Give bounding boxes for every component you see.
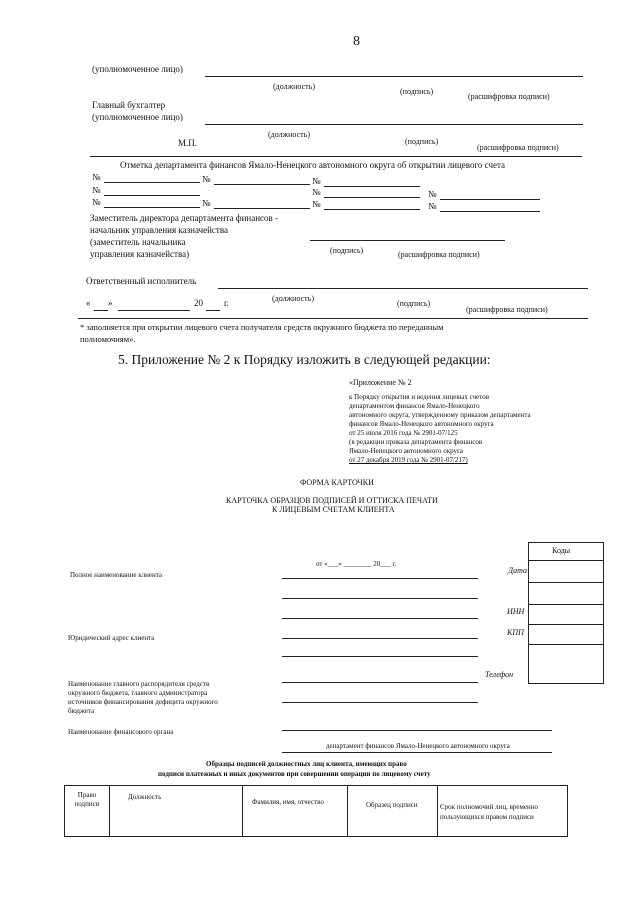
appendix-line-5: финансов Ямало-Ненецкого автономного округа [349, 420, 494, 428]
signature-line [218, 288, 588, 289]
number-sign: № [202, 174, 211, 184]
col-right-label: Право подписи [74, 791, 100, 808]
codes-row-line [528, 582, 603, 583]
client-name-label: Полное наименование клиента [70, 571, 162, 579]
number-line [324, 186, 420, 187]
department-mark-title: Отметка департамента финансов Ямало-Ненецкого автономного округа об открытии лицевого счета [120, 160, 506, 170]
number-line [104, 195, 200, 196]
number-sign: № [92, 197, 101, 207]
deputy-line-4: управления казначейства) [90, 249, 190, 259]
year-suffix: г. [224, 298, 229, 308]
number-sign: № [312, 187, 321, 197]
number-sign: № [202, 198, 211, 208]
appendix-line-6: от 25 июля 2016 года № 2901-07/125 [349, 429, 458, 437]
manager-line-1: Наименование главного распорядителя средств [68, 680, 210, 688]
col-position: Должность [128, 793, 162, 801]
separator-line [90, 156, 582, 157]
deputy-line-2: начальник управления казначейства [90, 225, 228, 235]
number-sign: № [428, 201, 437, 211]
number-line [440, 199, 540, 200]
deputy-line-3: (заместитель начальника [90, 237, 186, 247]
manager-line-2: окружного бюджета, главного администратора [68, 689, 208, 697]
samples-title-2: подписи платежных и иных документов при совершении операции по лицевому счету [158, 770, 431, 778]
year-prefix: 20 [194, 298, 203, 308]
form-label: ФОРМА КАРТОЧКИ [300, 478, 374, 487]
signature-caption: (подпись) [405, 137, 439, 146]
table-divider [109, 786, 110, 836]
kpp-label: КПП [507, 628, 524, 637]
decryption-caption: (расшифровка подписи) [477, 143, 559, 152]
number-sign: № [92, 172, 101, 182]
col-term: Срок полномочий лиц, временно пользующихся правом подписи [440, 803, 539, 821]
number-line [104, 207, 200, 208]
codes-row-line [528, 560, 603, 561]
date-open-quote: « [86, 298, 91, 308]
appendix-line-3: департаментом финансов Ямало-Ненецкого [349, 402, 480, 410]
executor-label: Ответственный исполнитель [86, 276, 197, 286]
manager-line-4: бюджета [68, 707, 95, 715]
appendix-line-1: «Приложение № 2 [349, 378, 412, 387]
date-line: от «___» ________ 20___ г. [316, 560, 397, 568]
position-caption: (должность) [273, 82, 315, 91]
form-title-2: К ЛИЦЕВЫМ СЧЕТАМ КЛИЕНТА [272, 505, 395, 514]
separator-line [78, 318, 588, 319]
samples-title-1: Образцы подписей должностных лиц клиента, имеющих право [206, 760, 407, 768]
decryption-caption: (расшифровка подписи) [468, 92, 550, 101]
decryption-caption: (расшифровка подписи) [398, 250, 480, 259]
number-line [440, 211, 540, 212]
appendix-line-9: от 27 декабря 2019 года № 2901-07/217) [349, 456, 468, 464]
codes-box [528, 542, 604, 684]
date-year-line [206, 310, 220, 311]
decryption-caption: (расшифровка подписи) [466, 305, 548, 314]
chief-accountant-label: Главный бухгалтер [92, 100, 166, 110]
codes-row-line [528, 604, 603, 605]
number-sign: № [312, 176, 321, 186]
date-close-quote: » [108, 298, 113, 308]
signature-line [310, 240, 505, 241]
finance-body-line [282, 730, 552, 731]
legal-address-line [282, 656, 478, 657]
stamp-mark: М.П. [178, 138, 198, 148]
appendix-line-8: Ямало-Ненецкого автономного округа [349, 447, 464, 455]
legal-address-line [282, 638, 478, 639]
date-label: Дата [508, 566, 527, 575]
authorized-person-label-2: (уполномоченное лицо) [92, 112, 183, 122]
position-caption: (должность) [272, 294, 314, 303]
codes-row-line [528, 644, 603, 645]
number-line [104, 182, 200, 183]
manager-line [282, 682, 478, 683]
table-divider [242, 786, 243, 836]
appendix-line-2: к Порядку открытия и ведения лицевых счетов [349, 393, 490, 401]
appendix-line-4: автономного округа, утвержденному приказом департамента [349, 411, 531, 419]
codes-row-line [528, 624, 603, 625]
signature-line [205, 124, 583, 125]
position-caption: (должность) [268, 130, 310, 139]
page-number: 8 [353, 34, 360, 49]
client-name-line [282, 598, 478, 599]
col-signature: Образец подписи [366, 801, 418, 809]
table-divider [347, 786, 348, 836]
table-divider [437, 786, 438, 836]
date-month-line [118, 310, 190, 311]
finance-body-value: департамент финансов Ямало-Ненецкого автономного округа [326, 742, 510, 750]
client-name-line [282, 618, 478, 619]
date-day-line [94, 310, 108, 311]
signature-line [205, 76, 583, 77]
finance-body-label: Наименование финансового органа [68, 728, 174, 736]
number-sign: № [312, 199, 321, 209]
manager-line [282, 702, 478, 703]
appendix-line-7: (в редакции приказа департамента финансов [349, 438, 483, 446]
legal-address-label: Юридический адрес клиента [68, 634, 155, 642]
codes-label: Коды [552, 546, 571, 555]
number-line [214, 208, 310, 209]
inn-label: ИНН [507, 607, 525, 616]
phone-label: Телефон [485, 670, 514, 679]
client-name-line [282, 578, 478, 579]
signature-caption: (подпись) [330, 246, 364, 255]
signature-caption: (подпись) [397, 299, 431, 308]
number-line [324, 209, 420, 210]
item-5-heading: 5. Приложение № 2 к Порядку изложить в следующей редакции: [118, 352, 491, 367]
deputy-line-1: Заместитель директора департамента финансов - [90, 213, 279, 223]
finance-body-line [282, 752, 552, 753]
authorized-person-label: (уполномоченное лицо) [92, 64, 183, 74]
signature-caption: (подпись) [400, 87, 434, 96]
number-sign: № [428, 189, 437, 199]
col-fio: Фамилия, имя, отчество [252, 798, 324, 806]
number-sign: № [92, 185, 101, 195]
number-line [324, 197, 420, 198]
footnote-line-2: полномочиям». [80, 334, 136, 344]
form-title-1: КАРТОЧКА ОБРАЗЦОВ ПОДПИСЕЙ И ОТТИСКА ПЕЧАТИ [226, 496, 438, 505]
footnote-line-1: * заполняется при открытии лицевого счета получателя средств окружного бюджета по переданным [80, 322, 444, 332]
number-line [214, 184, 310, 185]
manager-line-3: источников финансирования дефицита окружного [68, 698, 218, 706]
